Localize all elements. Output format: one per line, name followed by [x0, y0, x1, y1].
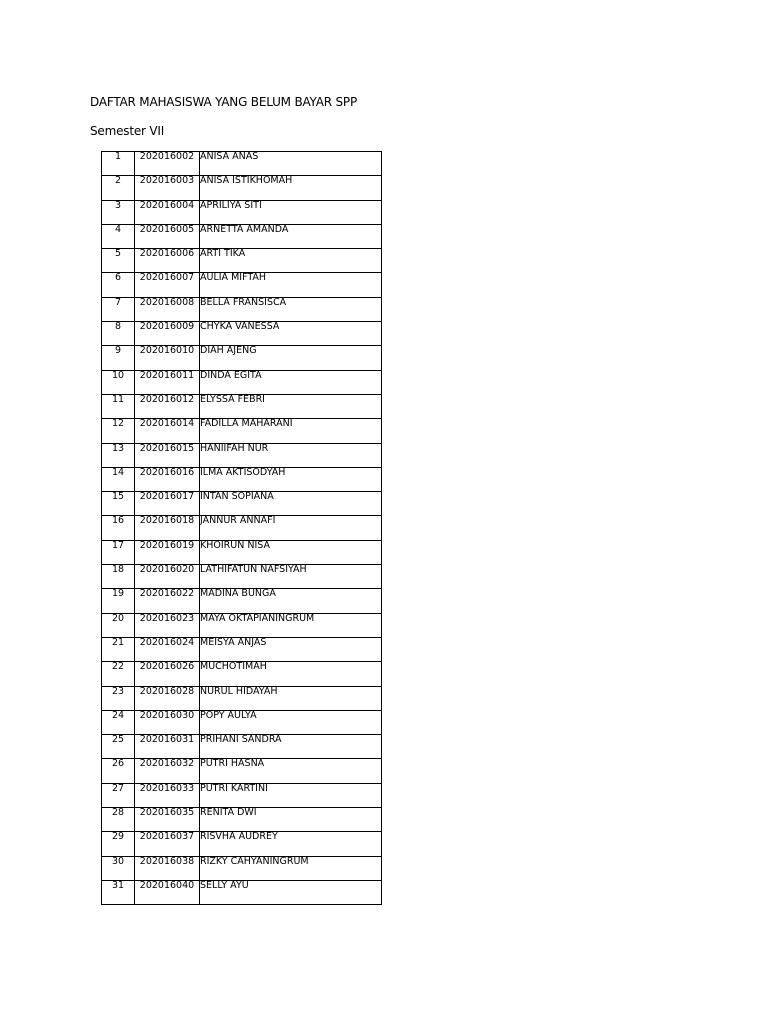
student-table-body — [102, 152, 382, 905]
student-id: 202016007 — [135, 273, 200, 297]
row-number: 18 — [102, 565, 135, 589]
row-number: 22 — [102, 662, 135, 686]
row-number: 27 — [102, 783, 135, 807]
table-row — [102, 443, 382, 467]
student-name: KHOIRUN NISA — [200, 540, 382, 564]
student-name: PRIHANI SANDRA — [200, 735, 382, 759]
table-row — [102, 273, 382, 297]
table-row — [102, 419, 382, 443]
table-row — [102, 346, 382, 370]
student-name: JANNUR ANNAFI — [200, 516, 382, 540]
table-row — [102, 710, 382, 734]
student-id: 202016002 — [135, 152, 200, 176]
student-id: 202016014 — [135, 419, 200, 443]
student-id: 202016010 — [135, 346, 200, 370]
student-id: 202016009 — [135, 322, 200, 346]
table-row — [102, 370, 382, 394]
table-row — [102, 540, 382, 564]
student-id: 202016022 — [135, 589, 200, 613]
student-name: APRILIYA SITI — [200, 200, 382, 224]
student-name: MAYA OKTAPIANINGRUM — [200, 613, 382, 637]
student-name: RIZKY CAHYANINGRUM — [200, 856, 382, 880]
student-id: 202016018 — [135, 516, 200, 540]
student-id: 202016012 — [135, 394, 200, 418]
student-name: ANISA ANAS — [200, 152, 382, 176]
table-row — [102, 808, 382, 832]
row-number: 24 — [102, 710, 135, 734]
row-number: 23 — [102, 686, 135, 710]
row-number: 6 — [102, 273, 135, 297]
student-name: AULIA MIFTAH — [200, 273, 382, 297]
row-number: 14 — [102, 467, 135, 491]
student-name: ANISA ISTIKHOMAH — [200, 176, 382, 200]
table-row — [102, 880, 382, 904]
row-number: 1 — [102, 152, 135, 176]
student-name: DINDA EGITA — [200, 370, 382, 394]
student-name: PUTRI HASNA — [200, 759, 382, 783]
row-number: 30 — [102, 856, 135, 880]
student-id: 202016016 — [135, 467, 200, 491]
row-number: 2 — [102, 176, 135, 200]
table-row — [102, 152, 382, 176]
row-number: 25 — [102, 735, 135, 759]
student-id: 202016024 — [135, 637, 200, 661]
row-number: 17 — [102, 540, 135, 564]
student-id: 202016008 — [135, 297, 200, 321]
row-number: 7 — [102, 297, 135, 321]
student-name: POPY AULYA — [200, 710, 382, 734]
row-number: 21 — [102, 637, 135, 661]
student-id: 202016023 — [135, 613, 200, 637]
student-name: RENITA DWI — [200, 808, 382, 832]
table-row — [102, 856, 382, 880]
table-row — [102, 637, 382, 661]
row-number: 8 — [102, 322, 135, 346]
row-number: 31 — [102, 880, 135, 904]
student-id: 202016020 — [135, 565, 200, 589]
table-row — [102, 832, 382, 856]
student-id: 202016038 — [135, 856, 200, 880]
table-row — [102, 467, 382, 491]
row-number: 11 — [102, 394, 135, 418]
row-number: 20 — [102, 613, 135, 637]
student-name: DIAH AJENG — [200, 346, 382, 370]
row-number: 19 — [102, 589, 135, 613]
student-id: 202016019 — [135, 540, 200, 564]
student-id: 202016017 — [135, 492, 200, 516]
student-name: MUCHOTIMAH — [200, 662, 382, 686]
row-number: 13 — [102, 443, 135, 467]
student-name: ARNETTA AMANDA — [200, 224, 382, 248]
student-name: PUTRI KARTINI — [200, 783, 382, 807]
table-row — [102, 322, 382, 346]
student-id: 202016040 — [135, 880, 200, 904]
student-id: 202016006 — [135, 249, 200, 273]
table-row — [102, 224, 382, 248]
table-row — [102, 589, 382, 613]
student-name: LATHIFATUN NAFSIYAH — [200, 565, 382, 589]
table-row — [102, 394, 382, 418]
table-row — [102, 565, 382, 589]
document-title: DAFTAR MAHASISWA YANG BELUM BAYAR SPP — [90, 95, 358, 109]
student-id: 202016030 — [135, 710, 200, 734]
student-id: 202016031 — [135, 735, 200, 759]
student-table — [101, 151, 382, 905]
student-id: 202016032 — [135, 759, 200, 783]
row-number: 4 — [102, 224, 135, 248]
table-row — [102, 686, 382, 710]
table-row — [102, 200, 382, 224]
row-number: 26 — [102, 759, 135, 783]
student-id: 202016037 — [135, 832, 200, 856]
student-id: 202016003 — [135, 176, 200, 200]
student-name: SELLY AYU — [200, 880, 382, 904]
student-id: 202016004 — [135, 200, 200, 224]
row-number: 28 — [102, 808, 135, 832]
table-row — [102, 613, 382, 637]
student-id: 202016026 — [135, 662, 200, 686]
student-name: HANIIFAH NUR — [200, 443, 382, 467]
student-name: FADILLA MAHARANI — [200, 419, 382, 443]
row-number: 16 — [102, 516, 135, 540]
student-name: RISVHA AUDREY — [200, 832, 382, 856]
student-id: 202016011 — [135, 370, 200, 394]
student-name: NURUL HIDAYAH — [200, 686, 382, 710]
student-name: INTAN SOPIANA — [200, 492, 382, 516]
table-row — [102, 492, 382, 516]
student-id: 202016015 — [135, 443, 200, 467]
row-number: 5 — [102, 249, 135, 273]
document-subtitle: Semester VII — [90, 124, 165, 138]
table-row — [102, 297, 382, 321]
table-row — [102, 735, 382, 759]
table-row — [102, 759, 382, 783]
row-number: 15 — [102, 492, 135, 516]
student-id: 202016033 — [135, 783, 200, 807]
row-number: 10 — [102, 370, 135, 394]
student-name: ELYSSA FEBRI — [200, 394, 382, 418]
row-number: 12 — [102, 419, 135, 443]
row-number: 29 — [102, 832, 135, 856]
row-number: 3 — [102, 200, 135, 224]
table-row — [102, 516, 382, 540]
student-name: ARTI TIKA — [200, 249, 382, 273]
student-name: MEISYA ANJAS — [200, 637, 382, 661]
table-row — [102, 783, 382, 807]
student-id: 202016028 — [135, 686, 200, 710]
row-number: 9 — [102, 346, 135, 370]
student-name: ILMA AKTISODYAH — [200, 467, 382, 491]
table-row — [102, 662, 382, 686]
student-id: 202016035 — [135, 808, 200, 832]
student-name: BELLA FRANSISCA — [200, 297, 382, 321]
table-row — [102, 249, 382, 273]
table-row — [102, 176, 382, 200]
student-name: MADINA BUNGA — [200, 589, 382, 613]
student-id: 202016005 — [135, 224, 200, 248]
student-name: CHYKA VANESSA — [200, 322, 382, 346]
